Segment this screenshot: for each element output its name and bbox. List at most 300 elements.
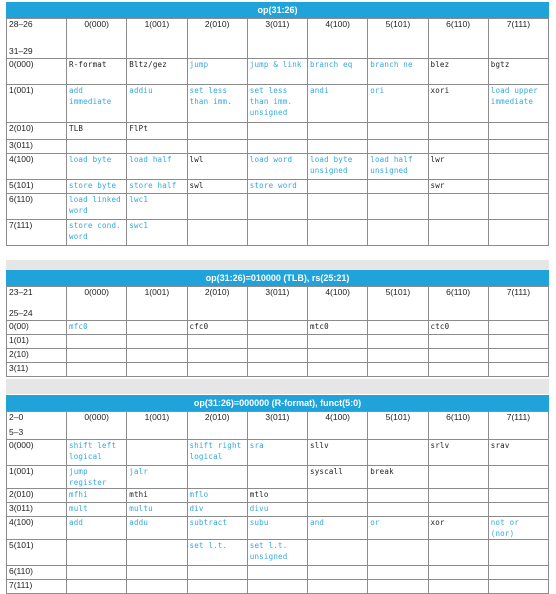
table-row [7,220,549,246]
instruction-name: lwc1 [129,195,149,204]
instruction-cell [67,363,127,377]
instruction-cell [308,503,368,517]
instruction-name: load upper immediate [490,86,538,106]
row-header: 4(100) [7,154,67,180]
instruction-cell [368,85,428,123]
instruction-cell [247,194,307,220]
instruction-cell [428,580,488,594]
column-header: 0(000) [67,412,127,440]
instruction-name: set l.t. unsigned [249,541,288,561]
instruction-cell [67,154,127,180]
instruction-cell [247,335,307,349]
instruction-cell [67,59,127,85]
instruction-cell [127,123,187,140]
column-header: 5(101) [368,287,428,321]
instruction-cell [368,140,428,154]
instruction-cell [308,154,368,180]
instruction-cell [308,566,368,580]
instruction-cell [127,540,187,566]
instruction-name: blez [430,60,450,69]
instruction-cell [247,503,307,517]
instruction-cell [488,440,548,466]
instruction-cell [308,85,368,123]
instruction-cell [127,180,187,194]
instruction-name: load half unsigned [370,155,413,175]
instruction-name: branch eq [310,60,353,69]
instruction-cell [127,440,187,466]
instruction-name: mthi [129,490,149,499]
instruction-cell [368,440,428,466]
column-header: 1(001) [127,19,187,59]
instruction-cell [67,335,127,349]
instruction-name: mfhi [69,490,88,499]
instruction-cell [488,540,548,566]
table-row [7,85,549,123]
column-header: 0(000) [67,19,127,59]
instruction-cell [127,363,187,377]
instruction-name: add [69,518,84,527]
table-row [7,363,549,377]
instruction-name: mtlo [249,490,269,499]
instruction-cell [67,123,127,140]
instruction-cell [187,503,247,517]
instruction-name: jump register [69,467,107,487]
instruction-name: store word [249,181,297,190]
instruction-cell [428,154,488,180]
opcode-table-title: op(31:26) [6,2,549,18]
instruction-cell [368,335,428,349]
instruction-cell [488,580,548,594]
instruction-cell [67,180,127,194]
instruction-cell [428,220,488,246]
instruction-cell [67,85,127,123]
column-header: 5(101) [368,19,428,59]
row-header: 4(100) [7,517,67,540]
instruction-cell [428,180,488,194]
instruction-cell [428,59,488,85]
tlb-table-title: op(31:26)=010000 (TLB), rs(25:21) [6,270,549,286]
table-row [7,335,549,349]
instruction-name: store byte [69,181,117,190]
instruction-name: lwr [430,155,445,164]
instruction-cell [368,580,428,594]
instruction-cell [308,363,368,377]
instruction-cell [187,580,247,594]
column-header: 3(011) [247,19,307,59]
row-header: 5(101) [7,180,67,194]
instruction-cell [428,140,488,154]
column-header: 4(100) [308,19,368,59]
instruction-cell [488,140,548,154]
separator-band [6,260,549,270]
instruction-name: jump & link [249,60,302,69]
instruction-name: lwl [189,155,204,164]
row-header: 5(101) [7,540,67,566]
instruction-cell [488,517,548,540]
row-header: 1(001) [7,85,67,123]
table-row [7,59,549,85]
corner-bits-top: 2–0 [9,412,24,422]
instruction-name: not or (nor) [490,518,520,538]
instruction-cell [127,580,187,594]
instruction-cell [488,85,548,123]
corner-cell [7,287,67,321]
table-row [7,154,549,180]
instruction-cell [247,489,307,503]
corner-bits-top: 23–21 [9,287,33,297]
instruction-cell [247,321,307,335]
instruction-cell [187,180,247,194]
instruction-name: load byte [69,155,112,164]
instruction-cell [67,489,127,503]
instruction-cell [247,566,307,580]
instruction-cell [368,363,428,377]
instruction-cell [308,140,368,154]
separator-band [6,379,549,394]
column-header: 4(100) [308,287,368,321]
instruction-cell [488,363,548,377]
instruction-cell [67,566,127,580]
row-header: 7(111) [7,220,67,246]
instruction-name: load half [129,155,172,164]
column-header: 3(011) [247,287,307,321]
rformat-table-title: op(31:26)=000000 (R-format), funct(5:0) [6,395,549,411]
instruction-cell [428,517,488,540]
instruction-cell [308,123,368,140]
instruction-cell [247,540,307,566]
instruction-cell [308,220,368,246]
instruction-cell [187,59,247,85]
instruction-name: load word [249,155,293,164]
instruction-cell [428,349,488,363]
instruction-cell [308,335,368,349]
instruction-cell [488,335,548,349]
instruction-cell [247,466,307,489]
table-row [7,321,549,335]
instruction-cell [488,566,548,580]
instruction-cell [127,59,187,85]
instruction-name: xori [430,86,450,95]
column-header: 6(110) [428,287,488,321]
instruction-cell [428,363,488,377]
instruction-name: store cond. word [69,221,121,241]
column-header: 1(001) [127,287,187,321]
instruction-name: andi [310,86,329,95]
instruction-cell [127,321,187,335]
column-header: 6(110) [428,412,488,440]
instruction-cell [368,566,428,580]
column-header: 7(111) [488,19,548,59]
instruction-cell [488,466,548,489]
instruction-name: multu [129,504,153,513]
instruction-cell [187,489,247,503]
row-header: 0(000) [7,440,67,466]
row-header: 1(001) [7,466,67,489]
instruction-cell [488,59,548,85]
row-header: 0(00) [7,321,67,335]
instruction-name: shift left logical [69,441,117,461]
column-header: 2(010) [187,287,247,321]
instruction-name: addu [129,518,149,527]
instruction-cell [247,85,307,123]
instruction-cell [187,540,247,566]
column-header: 7(111) [488,287,548,321]
instruction-cell [368,349,428,363]
instruction-name: break [370,467,394,476]
table-row [7,349,549,363]
instruction-name: set less than imm. [189,86,232,106]
instruction-cell [67,517,127,540]
instruction-cell [308,440,368,466]
column-header: 0(000) [67,287,127,321]
instruction-cell [67,540,127,566]
instruction-cell [247,220,307,246]
instruction-name: set l.t. [189,541,228,550]
instruction-cell [308,580,368,594]
instruction-cell [308,466,368,489]
row-header: 7(111) [7,580,67,594]
instruction-cell [127,140,187,154]
instruction-cell [428,503,488,517]
instruction-name: div [189,504,204,513]
instruction-name: sra [249,441,264,450]
instruction-cell [368,540,428,566]
instruction-name: srlv [430,441,450,450]
instruction-cell [368,517,428,540]
corner-cell [7,412,67,440]
instruction-cell [187,566,247,580]
instruction-name: Bltz/gez [129,60,167,69]
table-row [7,517,549,540]
instruction-cell [488,489,548,503]
column-header: 4(100) [308,412,368,440]
instruction-cell [67,140,127,154]
instruction-name: branch ne [370,60,413,69]
table-row [7,466,549,489]
instruction-cell [67,194,127,220]
instruction-name: R-format [69,60,107,69]
instruction-cell [67,466,127,489]
instruction-name: xor [430,518,445,527]
instruction-cell [428,85,488,123]
table-row [7,489,549,503]
column-header: 7(111) [488,412,548,440]
instruction-name: addiu [129,86,153,95]
instruction-cell [368,123,428,140]
instruction-cell [127,566,187,580]
instruction-cell [127,194,187,220]
instruction-cell [247,440,307,466]
corner-bits-bottom: 5–3 [9,427,24,437]
corner-cell [7,19,67,59]
instruction-cell [368,503,428,517]
instruction-cell [428,440,488,466]
instruction-name: sllv [310,441,329,450]
column-header: 5(101) [368,412,428,440]
instruction-name: load byte unsigned [310,155,353,175]
instruction-cell [187,123,247,140]
instruction-cell [308,59,368,85]
instruction-cell [127,85,187,123]
instruction-cell [247,349,307,363]
instruction-name: mflo [189,490,209,499]
instruction-name: or [370,518,380,527]
instruction-cell [428,566,488,580]
table-row [7,566,549,580]
instruction-name: ori [370,86,385,95]
instruction-cell [247,517,307,540]
instruction-cell [308,321,368,335]
instruction-cell [127,489,187,503]
column-header-row [7,287,549,321]
row-header: 2(010) [7,123,67,140]
instruction-cell [368,489,428,503]
instruction-cell [368,466,428,489]
instruction-cell [247,363,307,377]
instruction-cell [488,154,548,180]
instruction-cell [488,194,548,220]
instruction-cell [247,59,307,85]
instruction-cell [67,321,127,335]
instruction-cell [488,180,548,194]
instruction-cell [488,503,548,517]
table-row [7,540,549,566]
instruction-cell [127,220,187,246]
instruction-cell [368,154,428,180]
instruction-cell [187,154,247,180]
row-header: 3(011) [7,140,67,154]
instruction-cell [308,180,368,194]
instruction-cell [368,180,428,194]
tlb-table [6,270,549,377]
instruction-name: store half [129,181,177,190]
instruction-name: bgtz [490,60,510,69]
instruction-name: subtract [189,518,228,527]
column-header: 3(011) [247,412,307,440]
instruction-cell [187,140,247,154]
instruction-cell [187,466,247,489]
instruction-cell [247,140,307,154]
instruction-cell [428,466,488,489]
table-row [7,580,549,594]
instruction-cell [428,321,488,335]
instruction-cell [187,220,247,246]
instruction-cell [247,180,307,194]
tlb-grid [6,286,549,377]
instruction-name: FlPt [129,124,149,133]
instruction-cell [127,503,187,517]
instruction-name: shift right logical [189,441,242,461]
row-header: 0(000) [7,59,67,85]
instruction-name: syscall [310,467,344,476]
instruction-cell [187,363,247,377]
column-header: 1(001) [127,412,187,440]
opcode-table [6,2,549,246]
table-row [7,440,549,466]
rformat-grid [6,411,549,594]
instruction-name: divu [249,504,269,513]
table-row [7,180,549,194]
row-header: 6(110) [7,566,67,580]
row-header: 2(010) [7,489,67,503]
opcode-grid [6,18,549,246]
instruction-cell [488,220,548,246]
instruction-cell [368,59,428,85]
column-header: 6(110) [428,19,488,59]
instruction-cell [247,580,307,594]
instruction-cell [247,123,307,140]
instruction-cell [187,85,247,123]
instruction-cell [308,194,368,220]
row-header: 1(01) [7,335,67,349]
instruction-cell [428,540,488,566]
instruction-cell [368,321,428,335]
rformat-table [6,395,549,594]
instruction-cell [127,466,187,489]
instruction-cell [428,194,488,220]
column-header-row [7,412,549,440]
instruction-cell [308,517,368,540]
instruction-cell [488,349,548,363]
table-row [7,503,549,517]
instruction-cell [308,540,368,566]
table-row [7,140,549,154]
instruction-name: set less than imm. unsigned [249,86,293,117]
corner-bits-top: 28–26 [9,19,33,29]
column-header: 2(010) [187,412,247,440]
column-header: 2(010) [187,19,247,59]
row-header: 3(11) [7,363,67,377]
instruction-cell [67,580,127,594]
instruction-name: add immediate [69,86,112,106]
instruction-cell [187,440,247,466]
instruction-cell [187,335,247,349]
instruction-name: load linked word [69,195,121,215]
instruction-cell [187,349,247,363]
instruction-cell [127,517,187,540]
instruction-cell [428,123,488,140]
instruction-cell [67,440,127,466]
instruction-name: mult [69,504,88,513]
column-header-row [7,19,549,59]
instruction-cell [127,335,187,349]
instruction-name: mfc0 [69,322,88,331]
instruction-name: jalr [129,467,149,476]
instruction-name: srav [490,441,510,450]
instruction-cell [187,321,247,335]
instruction-name: cfc0 [189,322,209,331]
table-row [7,194,549,220]
instruction-cell [368,194,428,220]
instruction-name: jump [189,60,209,69]
instruction-cell [67,503,127,517]
instruction-cell [488,123,548,140]
instruction-name: swr [430,181,445,190]
instruction-cell [127,349,187,363]
instruction-name: mtc0 [310,322,329,331]
instruction-cell [187,194,247,220]
instruction-cell [368,220,428,246]
instruction-cell [308,349,368,363]
instruction-name: ctc0 [430,322,450,331]
instruction-name: TLB [69,124,84,133]
row-header: 2(10) [7,349,67,363]
instruction-cell [67,220,127,246]
table-row [7,123,549,140]
instruction-cell [127,154,187,180]
instruction-cell [488,321,548,335]
instruction-cell [428,335,488,349]
